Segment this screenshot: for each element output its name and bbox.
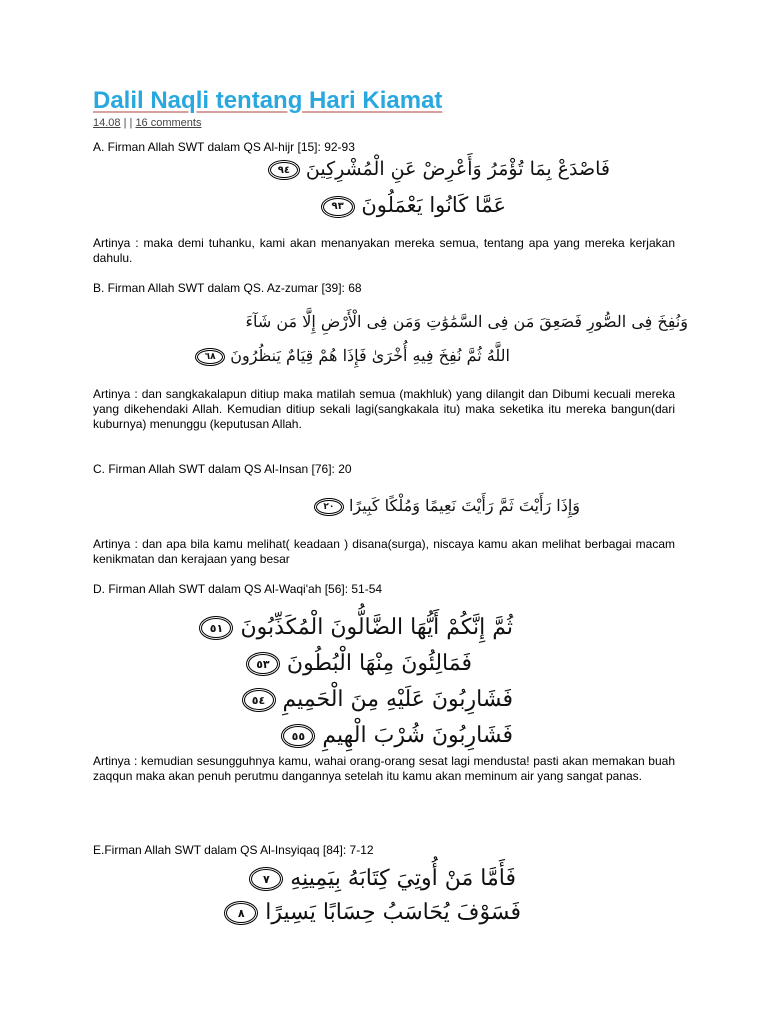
section-a-translation: Artinya : maka demi tuhanku, kami akan menanyakan mereka semua, tentang apa yang mereka kerjakan dahulu. [93, 236, 675, 265]
comments-link[interactable]: 16 comments [135, 117, 202, 129]
section-a-verse-2 [315, 193, 506, 218]
section-c-translation: Artinya : dan apa bila kamu melihat( keadaan ) disana(surga), niscaya kamu akan melihat berbagai macam kenikmatan dan kerajaan yang besar [93, 537, 675, 566]
section-c-heading: C. Firman Allah SWT dalam QS Al-Insan [76]: 20 [93, 462, 352, 476]
verse-number-marker: ٩٤ [268, 160, 300, 180]
section-b-verse-1 [245, 312, 688, 331]
verse-number-marker: ٥١ [199, 616, 233, 640]
verse-text: وَنُفِخَ فِى الصُّورِ فَصَعِقَ مَن فِى السَّمَٰوَٰتِ وَمَن فِى الْأَرْضِ إِلَّا مَن شَآءَ [245, 312, 688, 331]
verse-number-marker: ٥٣ [246, 652, 280, 676]
section-d-heading: D. Firman Allah SWT dalam QS Al-Waqi'ah [56]: 51-54 [93, 582, 383, 596]
section-c-verse-1 [308, 496, 580, 516]
verse-number-marker: ٥٥ [281, 724, 315, 748]
section-a-heading: A. Firman Allah SWT dalam QS Al-hijr [15]: 92-93 [93, 140, 355, 154]
page-title[interactable]: Dalil Naqli tentang Hari Kiamat [93, 87, 443, 114]
verse-text: فَاصْدَعْ بِمَا تُؤْمَرُ وَأَعْرِضْ عَنِ الْمُشْرِكِينَ [305, 158, 610, 180]
verse-number-marker: ٢٠ [314, 498, 344, 516]
section-b-heading: B. Firman Allah SWT dalam QS. Az-zumar [39]: 68 [93, 281, 362, 295]
section-e-heading: E.Firman Allah SWT dalam QS Al-Insyiqaq [84]: 7-12 [93, 843, 374, 857]
verse-text: فَشَارِبُونَ عَلَيْهِ مِنَ الْحَمِيمِ [282, 687, 513, 712]
verse-number-marker: ٥٤ [242, 688, 276, 712]
section-d-verse-1 [193, 615, 513, 640]
section-d-verse-2 [240, 651, 472, 676]
verse-text: فَأَمَّا مَنْ أُوتِيَ كِتَابَهُ بِيَمِينِهِ [290, 866, 516, 891]
verse-text: فَمَالِئُونَ مِنْهَا الْبُطُونَ [286, 651, 472, 676]
post-meta [93, 117, 201, 129]
verse-number-marker: ٧ [249, 867, 283, 891]
verse-number-marker: ٩٣ [321, 196, 355, 218]
verse-text: اللَّهُ ثُمَّ نُفِخَ فِيهِ أُخْرَىٰ فَإِذَا هُمْ قِيَامٌ يَنظُرُونَ [230, 346, 510, 365]
verse-text: فَسَوْفَ يُحَاسَبُ حِسَابًا يَسِيرًا [265, 900, 521, 925]
section-d-translation: Artinya : kemudian sesungguhnya kamu, wahai orang-orang sesat lagi mendusta! pasti akan memakan buah zaqqun maka akan penuh perutmu dangannya setelah itu kamu akan meminum air yang sangat panas. [93, 754, 675, 783]
section-d-verse-4 [275, 723, 513, 748]
section-b-translation: Artinya : dan sangkakalapun ditiup maka matilah semua (makhluk) yang dilangit dan Dibumi kecuali mereka yang dikehendaki Allah. Kemudian ditiup sekali lagi(sangkakala itu) maka seketika itu mereka bangun(dari kuburnya) menunggu (keputusan Allah. [93, 387, 675, 431]
meta-separator: | | [123, 117, 133, 129]
verse-text: ثُمَّ إِنَّكُمْ أَيُّهَا الضَّالُّونَ الْمُكَذِّبُونَ [240, 615, 513, 640]
section-a-verse-1 [262, 158, 610, 180]
section-d-verse-3 [236, 687, 513, 712]
verse-text: فَشَارِبُونَ شُرْبَ الْهِيمِ [322, 723, 513, 748]
verse-text: عَمَّا كَانُوا يَعْمَلُونَ [361, 193, 506, 217]
verse-text: وَإِذَا رَأَيْتَ ثَمَّ رَأَيْتَ نَعِيمًا وَمُلْكًا كَبِيرًا [348, 496, 580, 515]
post-time-link[interactable]: 14.08 [93, 117, 121, 129]
section-e-verse-2 [218, 900, 521, 925]
verse-number-marker: ٨ [224, 901, 258, 925]
section-b-verse-2 [189, 346, 510, 366]
verse-number-marker: ٦٨ [195, 348, 225, 366]
section-e-verse-1 [243, 866, 516, 891]
